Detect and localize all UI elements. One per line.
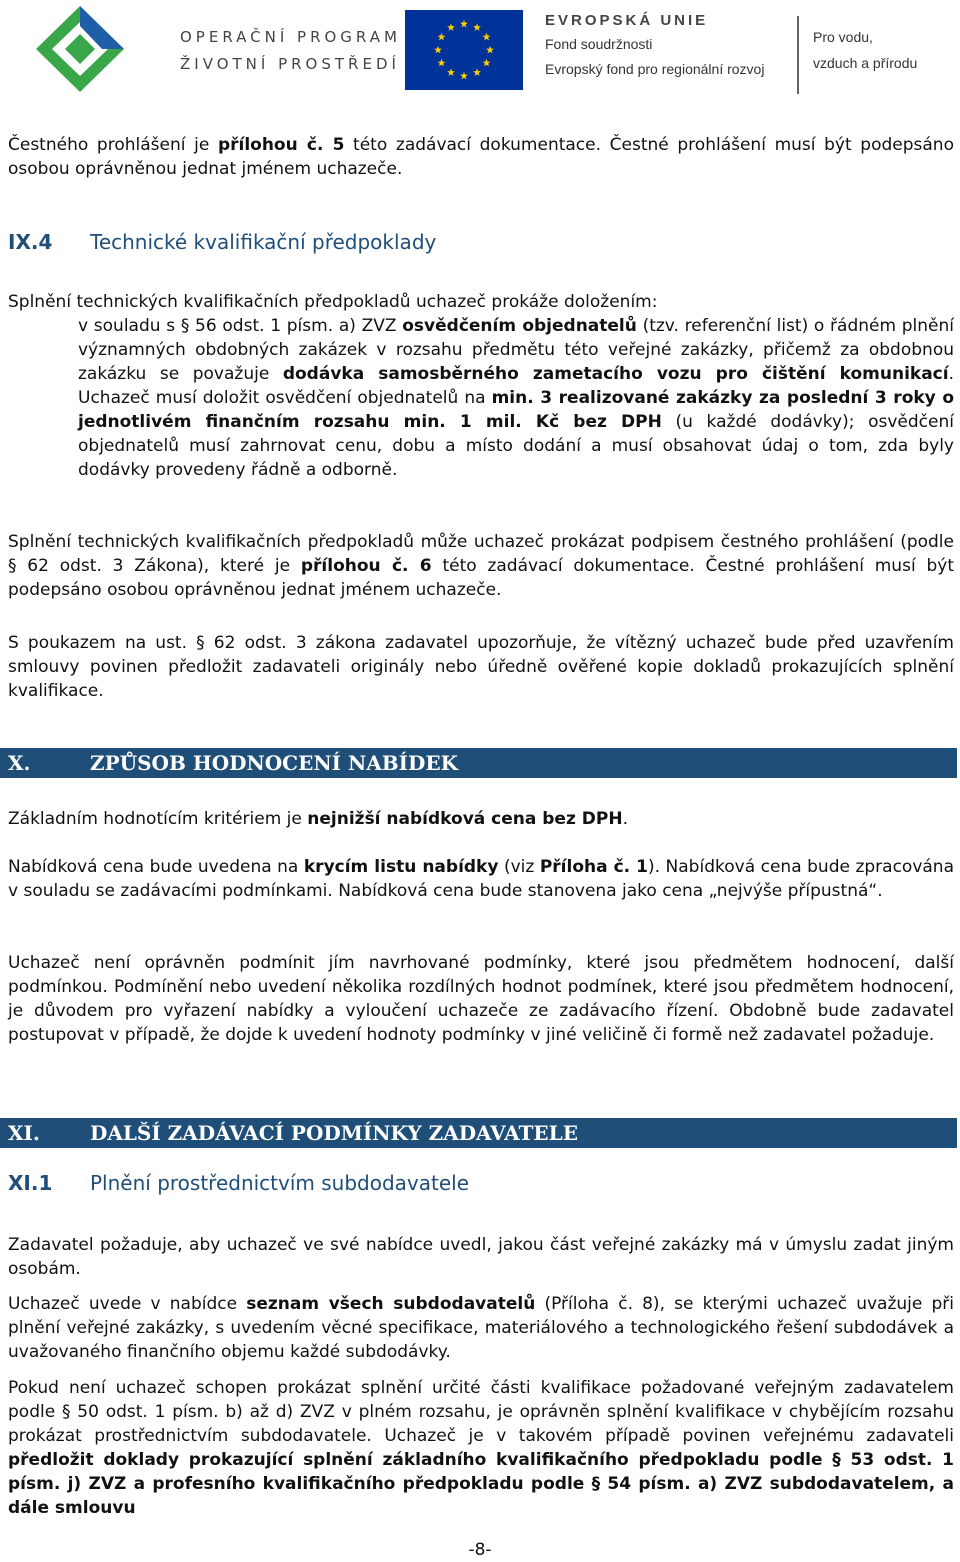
- text: ). Nabídková cena bude zpracována v souladu se zadávacími podmínkami. Nabídková cena bude stanovena jako cena „nejvýše přípustná“.: [8, 857, 954, 901]
- text-bold: přílohou č. 5: [217, 135, 345, 155]
- text-bold: předložit doklady prokazující splnění základního kvalifikačního předpokladu podle § 53 odst. 1 písm. j) ZVZ a profesního kvalifikačního předpokladu podle § 54 písm. a) ZVZ subdodavatelem, a dále smlouvu: [8, 1450, 954, 1518]
- text: (viz: [498, 857, 540, 877]
- eu-flag-icon: [405, 10, 523, 90]
- text: Nabídková cena bude uvedena na: [8, 857, 304, 877]
- paragraph-tech-declaration: [8, 530, 954, 602]
- slogan-line1: Pro vodu,: [813, 29, 873, 45]
- text: Uchazeč uvede v nabídce: [8, 1294, 247, 1314]
- paragraph-price: [8, 855, 954, 903]
- op-zp-wordmark: [180, 24, 401, 78]
- page-number: -8-: [468, 1540, 492, 1560]
- op-zp-logo-icon: [34, 4, 126, 94]
- text-bold: min. 3 realizované zakázky za poslední 3 roky o jednotlivém finančním rozsahu min. 1 mil. Kč bez DPH: [78, 388, 955, 432]
- text-bold: nejnižší nabídková cena bez DPH: [307, 809, 623, 829]
- heading-title: Technické kvalifikační předpoklady: [90, 230, 437, 254]
- heading-number: XI.: [8, 1121, 40, 1145]
- eu-wordmark: [545, 10, 764, 82]
- paragraph-references: [78, 314, 954, 482]
- heading-number: XI.1: [8, 1171, 53, 1195]
- text-bold: Příloha č. 1: [539, 857, 648, 877]
- text: .: [622, 809, 628, 829]
- paragraph-subcontractor-qualification: [8, 1376, 954, 1520]
- text-bold: krycím listu nabídky: [303, 857, 499, 877]
- text: této zadávací dokumentace. Čestné prohlášení musí být podepsáno osobou oprávněnou jednat jménem uchazeče.: [8, 556, 954, 600]
- paragraph-criterion: [8, 807, 954, 831]
- text: . Uchazeč musí doložit osvědčení objednatelů na: [78, 364, 954, 408]
- heading-number: IX.4: [8, 230, 53, 254]
- op-line2: ŽIVOTNÍ PROSTŘEDÍ: [180, 55, 400, 73]
- heading-bar-xi: [0, 1118, 957, 1148]
- text: (tzv. referenční list) o řádném plnění významných obdobných zakázek v rozsahu předmětu této veřejné zakázky, přičemž za obdobnou zakázku se považuje: [78, 316, 955, 384]
- paragraph-declaration: [8, 133, 954, 181]
- text-bold: osvědčením objednatelů: [402, 316, 637, 336]
- text-bold: dodávka samosběrného zametacího vozu pro čištění komunikací: [282, 364, 949, 384]
- heading-number: X.: [8, 751, 31, 775]
- heading-title: ZPŮSOB HODNOCENÍ NABÍDEK: [90, 751, 458, 775]
- text: této zadávací dokumentace. Čestné prohlášení musí být podepsáno osobou oprávněnou jednat jménem uchazeče.: [8, 135, 954, 179]
- paragraph-tech-intro: Splnění technických kvalifikačních předpokladů uchazeč prokáže doložením:: [8, 292, 658, 312]
- paragraph-subcontract-part: Zadavatel požaduje, aby uchazeč ve své nabídce uvedl, jakou část veřejné zakázky má v úmyslu zadat jiným osobám.: [8, 1235, 954, 1279]
- document-header: [0, 0, 960, 100]
- text-bold: přílohou č. 6: [300, 556, 432, 576]
- heading-title: DALŠÍ ZADÁVACÍ PODMÍNKY ZADAVATELE: [90, 1121, 578, 1145]
- text: Základním hodnotícím kritériem je: [8, 809, 308, 829]
- slogan: [813, 24, 917, 76]
- heading-title: Plnění prostřednictvím subdodavatele: [90, 1171, 470, 1195]
- text-bold: seznam všech subdodavatelů: [246, 1294, 536, 1314]
- text: Splnění technických kvalifikačních předpokladů může uchazeč prokázat podpisem čestného prohlášení (podle § 62 odst. 3 Zákona), které je: [8, 532, 954, 576]
- text: (u každé dodávky); osvědčení objednatelů musí zahrnovat cenu, dobu a místo dodání a musí obsahovat údaj o tom, zda byly dodávky provedeny řádně a odborně.: [78, 412, 954, 480]
- header-divider: [797, 16, 799, 94]
- text: Čestného prohlášení je: [8, 135, 218, 155]
- eu-line3: Evropský fond pro regionální rozvoj: [545, 61, 765, 77]
- paragraph-conditions: Uchazeč není oprávněn podmínit jím navrhované podmínky, které jsou předmětem hodnocení, další podmínkou. Podmínění nebo uvedení několika rozdílných hodnot podmínek, které jsou předmětem hodnocení, je důvodem pro vyřazení nabídky a vyloučení uchazeče ze zadávacího řízení. Obdobně bude zadavatel postupovat v případě, že dojde k uvedení hodnoty podmínky v jiné veličině či formě než zadavatel požaduje.: [8, 953, 954, 1045]
- text: Pokud není uchazeč schopen prokázat splnění určité části kvalifikace požadované veřejným zadavatelem podle § 50 odst. 1 písm. b) až d) ZVZ v plném rozsahu, je oprávněn splnění kvalifikace v chybějícím rozsahu prokázat prostřednictvím subdodavatele. Uchazeč je v takovém případě povinen veřejnému zadavateli: [8, 1378, 954, 1446]
- op-line1: OPERAČNÍ PROGRAM: [180, 28, 401, 46]
- text: (Příloha č. 8), se kterými uchazeč uvažuje při plnění veřejné zakázky, s uvedením věcné specifikace, materiálového a technologického řešení subdodávek a uvažovaného finančního objemu každé subdodávky.: [8, 1294, 955, 1362]
- slogan-line2: vzduch a přírodu: [813, 55, 918, 71]
- paragraph-originals: S poukazem na ust. § 62 odst. 3 zákona zadavatel upozorňuje, že vítězný uchazeč bude před uzavřením smlouvy povinen předložit zadavateli originály nebo úředně ověřené kopie dokladů prokazujících splnění kvalifikace.: [8, 633, 954, 701]
- text: v souladu s § 56 odst. 1 písm. a) ZVZ: [78, 316, 403, 336]
- eu-line1: EVROPSKÁ UNIE: [545, 12, 709, 29]
- paragraph-subcontractor-list: [8, 1292, 954, 1364]
- heading-bar-x: [0, 748, 957, 778]
- eu-line2: Fond soudržnosti: [545, 36, 653, 52]
